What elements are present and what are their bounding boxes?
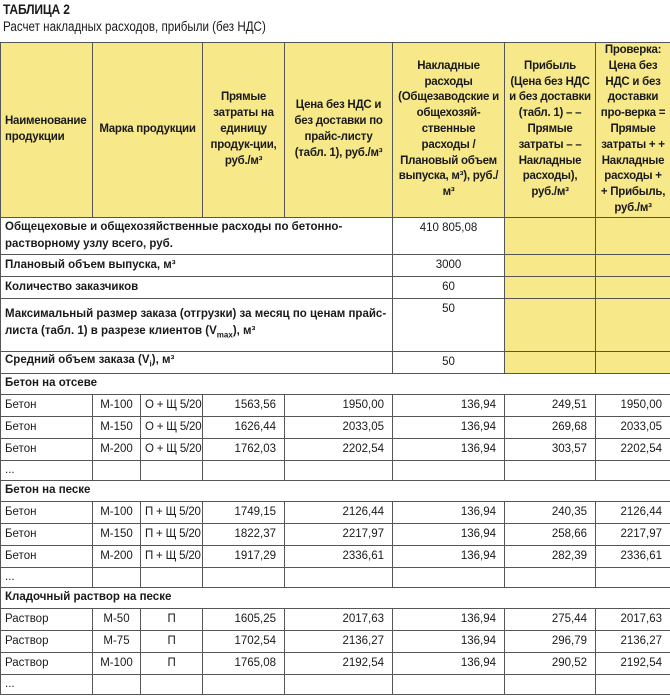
- product-name: Бетон: [1, 545, 93, 567]
- profit-value: 303,57: [505, 438, 596, 460]
- product-filler: О + Щ 5/20: [141, 438, 203, 460]
- empty-cell: [203, 460, 285, 480]
- empty-cell: [596, 460, 670, 480]
- product-grade: М-50: [93, 608, 141, 630]
- profit-value: 249,51: [505, 394, 596, 416]
- price-no-vat: 2202,54: [285, 438, 393, 460]
- check-value: 2033,05: [596, 416, 670, 438]
- summary-label: Плановый объем выпуска, м³: [1, 254, 393, 276]
- product-grade: М-100: [93, 652, 141, 674]
- summary-empty-check: [596, 254, 670, 276]
- price-no-vat: 2336,61: [285, 545, 393, 567]
- overhead-cost: 136,94: [393, 523, 505, 545]
- table-row: [1, 652, 670, 674]
- summary-empty-profit: [505, 276, 596, 298]
- overhead-cost: 136,94: [393, 394, 505, 416]
- summary-row: [1, 217, 670, 254]
- direct-costs: 1917,29: [203, 545, 285, 567]
- empty-cell: [93, 674, 141, 694]
- empty-cell: [93, 567, 141, 587]
- overhead-cost: 136,94: [393, 438, 505, 460]
- empty-cell: [505, 460, 596, 480]
- profit-value: 282,39: [505, 545, 596, 567]
- col-header-direct: Прямые затраты на единицу продук-ции, руб./м³: [203, 43, 285, 218]
- product-filler: П + Щ 5/20: [141, 523, 203, 545]
- check-value: 2217,97: [596, 523, 670, 545]
- product-filler: П + Щ 5/20: [141, 501, 203, 523]
- group-title: Бетон на отсеве: [1, 373, 670, 394]
- table-row: [1, 394, 670, 416]
- group-title-row: [1, 480, 670, 501]
- summary-label: Количество заказчиков: [1, 276, 393, 298]
- empty-cell: [93, 460, 141, 480]
- direct-costs: 1626,44: [203, 416, 285, 438]
- table-row: [1, 523, 670, 545]
- product-filler: П: [141, 652, 203, 674]
- product-grade: М-150: [93, 523, 141, 545]
- summary-empty-profit: [505, 351, 596, 373]
- check-value: 2192,54: [596, 652, 670, 674]
- price-no-vat: 2136,27: [285, 630, 393, 652]
- col-header-check: Проверка: Цена без НДС и без доставки про-верка = Прямые затраты + + Накладные расходы + + Прибыль, руб./м³: [596, 43, 670, 218]
- profit-value: 269,68: [505, 416, 596, 438]
- empty-cell: [596, 567, 670, 587]
- check-value: 2336,61: [596, 545, 670, 567]
- summary-row: [1, 276, 670, 298]
- empty-cell: [285, 567, 393, 587]
- overhead-cost: 136,94: [393, 501, 505, 523]
- summary-empty-profit: [505, 217, 596, 254]
- check-value: 2202,54: [596, 438, 670, 460]
- group-title: Кладочный раствор на песке: [1, 587, 670, 608]
- summary-empty-check: [596, 298, 670, 351]
- check-value: 2126,44: [596, 501, 670, 523]
- ellipsis-cell: ...: [1, 460, 93, 480]
- overhead-cost: 136,94: [393, 652, 505, 674]
- empty-cell: [393, 567, 505, 587]
- product-name: Бетон: [1, 501, 93, 523]
- empty-cell: [141, 567, 203, 587]
- product-grade: М-75: [93, 630, 141, 652]
- product-name: Раствор: [1, 608, 93, 630]
- direct-costs: 1822,37: [203, 523, 285, 545]
- summary-row: [1, 298, 670, 351]
- summary-value: 50: [393, 351, 505, 373]
- empty-cell: [141, 460, 203, 480]
- direct-costs: 1765,08: [203, 652, 285, 674]
- product-grade: М-100: [93, 501, 141, 523]
- table-row: [1, 630, 670, 652]
- product-grade: М-200: [93, 545, 141, 567]
- price-no-vat: 2033,05: [285, 416, 393, 438]
- ellipsis-cell: ...: [1, 567, 93, 587]
- col-header-name: Наименование продукции: [1, 43, 93, 218]
- product-grade: М-200: [93, 438, 141, 460]
- profit-value: 296,79: [505, 630, 596, 652]
- product-filler: О + Щ 5/20: [141, 394, 203, 416]
- product-grade: М-100: [93, 394, 141, 416]
- summary-value: 50: [393, 298, 505, 351]
- empty-cell: [285, 460, 393, 480]
- empty-cell: [285, 674, 393, 694]
- summary-label: Общецеховые и общехозяйственные расходы по бетонно-растворному узлу всего, руб.: [1, 217, 393, 254]
- table-title: ТАБЛИЦА 2: [3, 1, 70, 17]
- summary-empty-check: [596, 276, 670, 298]
- summary-empty-profit: [505, 254, 596, 276]
- product-filler: П: [141, 608, 203, 630]
- group-title-row: [1, 587, 670, 608]
- table-row: [1, 416, 670, 438]
- profit-value: 275,44: [505, 608, 596, 630]
- product-filler: П + Щ 5/20: [141, 545, 203, 567]
- ellipsis-cell: ...: [1, 674, 93, 694]
- price-no-vat: 1950,00: [285, 394, 393, 416]
- check-value: 2136,27: [596, 630, 670, 652]
- overhead-profit-table: [0, 42, 670, 695]
- direct-costs: 1702,54: [203, 630, 285, 652]
- empty-cell: [505, 567, 596, 587]
- product-name: Раствор: [1, 652, 93, 674]
- profit-value: 258,66: [505, 523, 596, 545]
- table-row: [1, 438, 670, 460]
- profit-value: 290,52: [505, 652, 596, 674]
- product-filler: П: [141, 630, 203, 652]
- price-no-vat: 2217,97: [285, 523, 393, 545]
- overhead-cost: 136,94: [393, 630, 505, 652]
- col-header-grade: Марка продукции: [93, 43, 203, 218]
- empty-cell: [141, 674, 203, 694]
- group-title: Бетон на песке: [1, 480, 670, 501]
- table-row: [1, 608, 670, 630]
- summary-row: [1, 351, 670, 373]
- product-grade: М-150: [93, 416, 141, 438]
- product-name: Бетон: [1, 523, 93, 545]
- empty-cell: [203, 567, 285, 587]
- overhead-cost: 136,94: [393, 608, 505, 630]
- empty-cell: [596, 674, 670, 694]
- product-name: Бетон: [1, 438, 93, 460]
- summary-value: 410 805,08: [393, 217, 505, 254]
- table-body: [1, 217, 670, 694]
- table-header-row: [1, 43, 670, 218]
- price-no-vat: 2126,44: [285, 501, 393, 523]
- summary-label-sub: i: [149, 359, 152, 369]
- check-value: 2017,63: [596, 608, 670, 630]
- overhead-cost: 136,94: [393, 416, 505, 438]
- summary-empty-profit: [505, 298, 596, 351]
- empty-cell: [203, 674, 285, 694]
- summary-empty-check: [596, 351, 670, 373]
- summary-value: 3000: [393, 254, 505, 276]
- direct-costs: 1762,03: [203, 438, 285, 460]
- summary-row: [1, 254, 670, 276]
- summary-value: 60: [393, 276, 505, 298]
- product-filler: О + Щ 5/20: [141, 416, 203, 438]
- price-no-vat: 2192,54: [285, 652, 393, 674]
- col-header-overhead: Накладные расходы (Общезаводские и общехозяй-ственные расходы / Плановый объем выпуска, м³), руб./м³: [393, 43, 505, 218]
- col-header-profit: Прибыль (Цена без НДС и без доставки (табл. 1) – – Прямые затраты – – Накладные расходы), руб./м³: [505, 43, 596, 218]
- empty-cell: [393, 460, 505, 480]
- summary-label: Максимальный размер заказа (отгрузки) за месяц по ценам прайс-листа (табл. 1) в разрезе клиентов $(V_{max})$, м³: [1, 298, 393, 351]
- summary-label: Средний объем заказа $(V_i)$, м³: [1, 351, 393, 373]
- product-name: Бетон: [1, 416, 93, 438]
- ellipsis-row: [1, 674, 670, 694]
- overhead-cost: 136,94: [393, 545, 505, 567]
- ellipsis-row: [1, 460, 670, 480]
- direct-costs: 1563,56: [203, 394, 285, 416]
- col-header-price: Цена без НДС и без доставки по прайс-листу (табл. 1), руб./м³: [285, 43, 393, 218]
- empty-cell: [393, 674, 505, 694]
- table-subtitle: Расчет накладных расходов, прибыли (без НДС): [3, 19, 266, 34]
- price-no-vat: 2017,63: [285, 608, 393, 630]
- ellipsis-row: [1, 567, 670, 587]
- table-row: [1, 545, 670, 567]
- group-title-row: [1, 373, 670, 394]
- summary-empty-check: [596, 217, 670, 254]
- table-row: [1, 501, 670, 523]
- profit-value: 240,35: [505, 501, 596, 523]
- product-name: Раствор: [1, 630, 93, 652]
- summary-label-sub: max: [216, 329, 233, 339]
- empty-cell: [505, 674, 596, 694]
- direct-costs: 1605,25: [203, 608, 285, 630]
- direct-costs: 1749,15: [203, 501, 285, 523]
- check-value: 1950,00: [596, 394, 670, 416]
- product-name: Бетон: [1, 394, 93, 416]
